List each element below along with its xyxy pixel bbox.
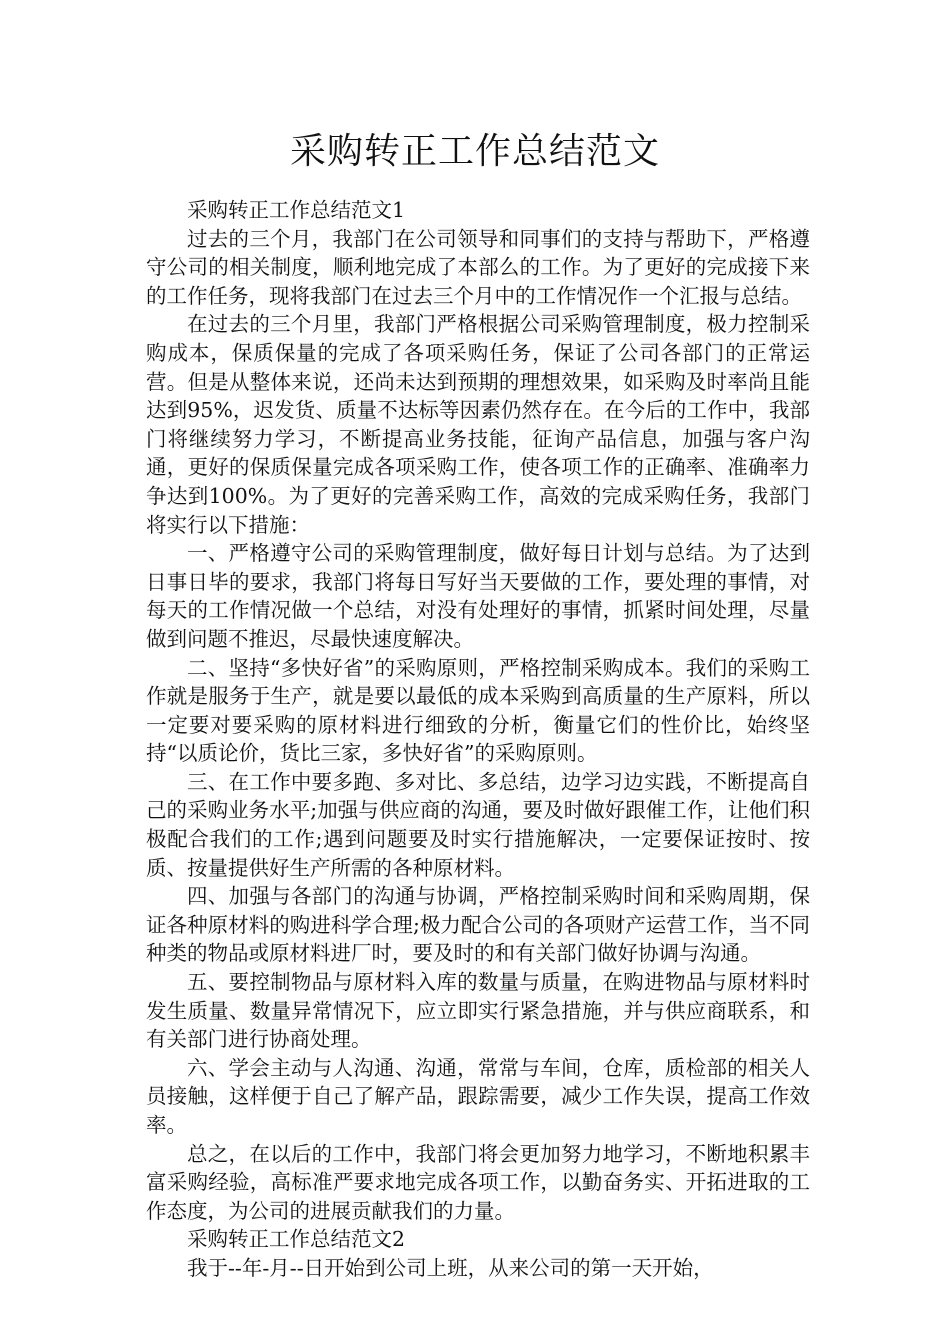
document-body bbox=[146, 196, 810, 1283]
paragraph: 二、坚持“多快好省”的采购原则，严格控制采购成本。我们的采购工作就是服务于生产，就是要以最低的成本采购到高质量的生产原料，所以一定要对要采购的原材料进行细致的分析，衡量它们的性价比，始终坚持“以质论价，货比三家，多快好省”的采购原则。 bbox=[146, 655, 810, 766]
paragraph: 过去的三个月，我部门在公司领导和同事们的支持与帮助下，严格遵守公司的相关制度，顺利地完成了本部么的工作。为了更好的完成接下来的工作任务，现将我部门在过去三个月中的工作情况作一个汇报与总结。 bbox=[146, 226, 810, 308]
section-heading-2: 采购转正工作总结范文2 bbox=[187, 1227, 406, 1252]
paragraph: 六、学会主动与人沟通、沟通，常常与车间，仓库，质检部的相关人员接触，这样便于自己了解产品，跟踪需要，减少工作失误，提高工作效率。 bbox=[146, 1055, 810, 1137]
paragraph: 三、在工作中要多跑、多对比、多总结，边学习边实践，不断提高自己的采购业务水平;加强与供应商的沟通，要及时做好跟催工作，让他们积极配合我们的工作;遇到问题要及时实行措施解决，一定要保证按时、按质、按量提供好生产所需的各种原材料。 bbox=[146, 769, 810, 880]
paragraph: 五、要控制物品与原材料入库的数量与质量，在购进物品与原材料时发生质量、数量异常情况下，应立即实行紧急措施，并与供应商联系，和有关部门进行协商处理。 bbox=[146, 970, 810, 1052]
section-heading-1: 采购转正工作总结范文1 bbox=[187, 198, 406, 222]
paragraph: 四、加强与各部门的沟通与协调，严格控制采购时间和采购周期，保证各种原材料的购进科学合理;极力配合公司的各项财产运营工作，当不同种类的物品或原材料进厂时，要及时的和有关部门做好协调与沟通。 bbox=[146, 884, 810, 966]
paragraph: 一、严格遵守公司的采购管理制度，做好每日计划与总结。为了达到日事日毕的要求，我部门将每日写好当天要做的工作，要处理的事情，对每天的工作情况做一个总结，对没有处理好的事情，抓紧时间处理，尽量做到问题不推迟，尽最快速度解决。 bbox=[146, 541, 810, 651]
document-title: 采购转正工作总结范文 bbox=[289, 131, 660, 172]
paragraph: 我于--年-月--日开始到公司上班，从来公司的第一天开始， bbox=[187, 1255, 714, 1280]
paragraph: 在过去的三个月里，我部门严格根据公司采购管理制度，极力控制采购成本，保质保量的完成了各项采购任务，保证了公司各部门的正常运营。但是从整体来说，还尚未达到预期的理想效果，如采购及时率尚且能达到95%，迟发货、质量不达标等因素仍然存在。在今后的工作中，我部门将继续努力学习，不断提高业务技能，征询产品信息，加强与客户沟通，更好的保质保量完成各项采购工作，使各项工作的正确率、准确率力争达到100%。为了更好的完善采购工作，高效的完成采购任务，我部门将实行以下措施： bbox=[146, 312, 810, 537]
paragraph: 总之，在以后的工作中，我部门将会更加努力地学习，不断地积累丰富采购经验，高标准严要求地完成各项工作，以勤奋务实、开拓进取的工作态度，为公司的进展贡献我们的力量。 bbox=[146, 1141, 810, 1223]
